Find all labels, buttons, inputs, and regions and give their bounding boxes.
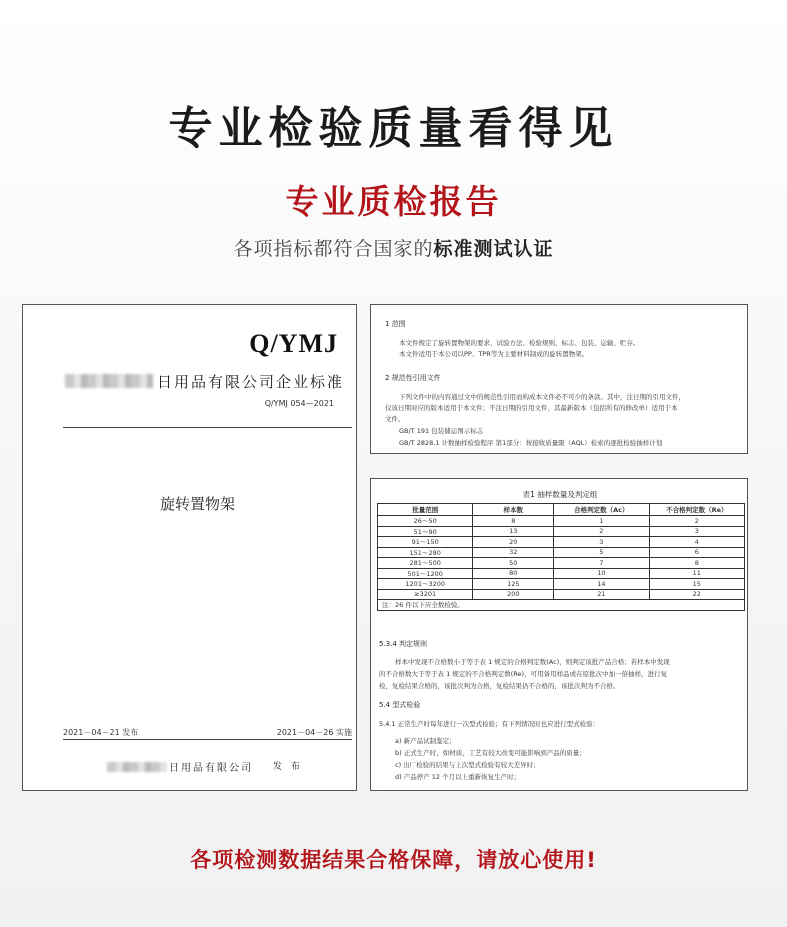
cell: 3 bbox=[554, 537, 649, 548]
cell: 13 bbox=[473, 526, 554, 537]
table-row bbox=[378, 589, 745, 600]
cell: 20 bbox=[473, 537, 554, 548]
cover-divider-top bbox=[63, 427, 352, 428]
cell: 1 bbox=[554, 516, 649, 527]
scope-page bbox=[370, 304, 748, 454]
tagline-prefix: 各项指标都符合国家的 bbox=[233, 238, 434, 260]
effective-date: 2021－04－26 实施 bbox=[276, 728, 352, 737]
cell: 80 bbox=[473, 568, 554, 579]
section-2-title: 2 规范性引用文件 bbox=[385, 374, 441, 382]
column-header: 合格判定数（Ac） bbox=[554, 504, 649, 516]
cell: 91～150 bbox=[378, 537, 473, 548]
publish-label: 发 布 bbox=[273, 762, 303, 772]
column-header: 不合格判定数（Re） bbox=[649, 504, 744, 516]
table-caption: 表1 抽样数量及判定组 bbox=[522, 490, 598, 499]
type-test-item: b) 正式生产时，如材质、工艺有较大改变可能影响到产品的质量； bbox=[395, 749, 586, 757]
cell: 10 bbox=[554, 568, 649, 579]
cell: 15 bbox=[649, 579, 744, 590]
table-row bbox=[378, 537, 745, 548]
cell: 50 bbox=[473, 558, 554, 569]
column-header: 样本数 bbox=[473, 504, 554, 516]
tagline bbox=[0, 234, 787, 261]
table-row bbox=[378, 547, 745, 558]
release-date: 2021－04－21 发布 bbox=[63, 728, 139, 737]
table-row bbox=[378, 579, 745, 590]
cell: 32 bbox=[473, 547, 554, 558]
table-row bbox=[378, 558, 745, 569]
cell: 200 bbox=[473, 589, 554, 600]
table-row bbox=[378, 568, 745, 579]
table-row bbox=[378, 516, 745, 527]
cell: 8 bbox=[649, 558, 744, 569]
cell: 7 bbox=[554, 558, 649, 569]
column-header: 批量范围 bbox=[378, 504, 473, 516]
judgement-rule-line: 检，复检结果合格的，该批次判为合格，复检结果仍不合格的，该批次判为不合格。 bbox=[379, 682, 620, 690]
cell: 125 bbox=[473, 579, 554, 590]
cell: 22 bbox=[649, 589, 744, 600]
cell: 3 bbox=[649, 526, 744, 537]
type-test-item: a) 新产品试制鉴定； bbox=[395, 737, 456, 745]
cell: 8 bbox=[473, 516, 554, 527]
judgement-rule-line: 的不合格数大于等于表 1 规定的不合格判定数(Re)，可用备用样品或在原批次中加一倍抽样，进行复 bbox=[379, 670, 668, 678]
section-1-line: 本文件规定了旋转置物架的要求、试验方法、检验规则、标志、包装、运输、贮存。 bbox=[399, 339, 640, 347]
cell: 501～1200 bbox=[378, 568, 473, 579]
sampling-page bbox=[370, 478, 748, 791]
cell: 1201～3200 bbox=[378, 579, 473, 590]
cover-divider-bottom bbox=[63, 739, 352, 740]
blurred-publisher-name bbox=[107, 762, 167, 772]
cell: 11 bbox=[649, 568, 744, 579]
cell: 281～500 bbox=[378, 558, 473, 569]
footer-guarantee: 各项检测数据结果合格保障，请放心使用! bbox=[190, 848, 597, 872]
section-541-line: 5.4.1 正常生产时每年进行一次型式检验；有下列情况时也应进行型式检验： bbox=[379, 720, 600, 728]
cell: 14 bbox=[554, 579, 649, 590]
table-row bbox=[378, 526, 745, 537]
section-1-title: 1 范围 bbox=[385, 320, 406, 328]
page-title: 专业检验质量看得见 bbox=[168, 103, 619, 154]
tagline-bold: 标准测试认证 bbox=[433, 238, 554, 260]
standard-cover-page bbox=[22, 304, 357, 791]
reference-gb2828: GB/T 2828.1 计数抽样检验程序 第1部分：按接收质量限（AQL）检索的逐批检验抽样计划 bbox=[399, 439, 663, 447]
product-name: 旋转置物架 bbox=[160, 495, 236, 513]
blurred-company-name bbox=[65, 374, 153, 388]
page-subtitle: 专业质检报告 bbox=[285, 182, 502, 221]
cell: 21 bbox=[554, 589, 649, 600]
cell: 4 bbox=[649, 537, 744, 548]
document-number: Q/YMJ 054—2021 bbox=[264, 399, 334, 408]
type-test-item: d) 产品停产 12 个月以上重新恢复生产时； bbox=[395, 773, 521, 781]
standard-code: Q/YMJ bbox=[249, 329, 338, 358]
table-note-row bbox=[378, 600, 745, 611]
company-standard-label: 日用品有限公司企业标准 bbox=[157, 373, 345, 391]
cell: 151～280 bbox=[378, 547, 473, 558]
cell: 5 bbox=[554, 547, 649, 558]
sampling-table bbox=[377, 503, 745, 611]
cell: 51～90 bbox=[378, 526, 473, 537]
section-2-line: 仅该日期对应的版本适用于本文件；不注日期的引用文件，其最新版本（包括所有的修改单）适用于本 bbox=[385, 404, 678, 412]
table-note: 注：26 件以下应全数检验。 bbox=[378, 600, 745, 611]
type-test-item: c) 出厂检验的结果与上次型式检验有较大差异时； bbox=[395, 761, 540, 769]
cell: 26～50 bbox=[378, 516, 473, 527]
table-header-row bbox=[378, 504, 745, 516]
cell: 2 bbox=[554, 526, 649, 537]
reference-gb191: GB/T 191 包装储运图示标志 bbox=[399, 427, 484, 435]
company-line bbox=[65, 371, 350, 393]
cell: 6 bbox=[649, 547, 744, 558]
section-2-line: 下列文件中的内容通过文中的规范性引用而构成本文件必不可少的条款。其中，注日期的引用文件， bbox=[399, 393, 685, 401]
section-2-line: 文件。 bbox=[385, 415, 405, 423]
publisher-label: 日用品有限公司 bbox=[169, 763, 253, 774]
section-54-title: 5.4 型式检验 bbox=[379, 701, 421, 709]
section-1-line: 本文件适用于本公司以PP、TPR等为主要材料制成的旋转置物架。 bbox=[399, 350, 589, 358]
cell: ≥3201 bbox=[378, 589, 473, 600]
section-534-title: 5.3.4 判定规则 bbox=[379, 640, 428, 648]
judgement-rule-line: 样本中发现不合格数小于等于表 1 规定的合格判定数(Ac)，则判定该批产品合格；若样本中发现 bbox=[395, 658, 670, 666]
cell: 2 bbox=[649, 516, 744, 527]
